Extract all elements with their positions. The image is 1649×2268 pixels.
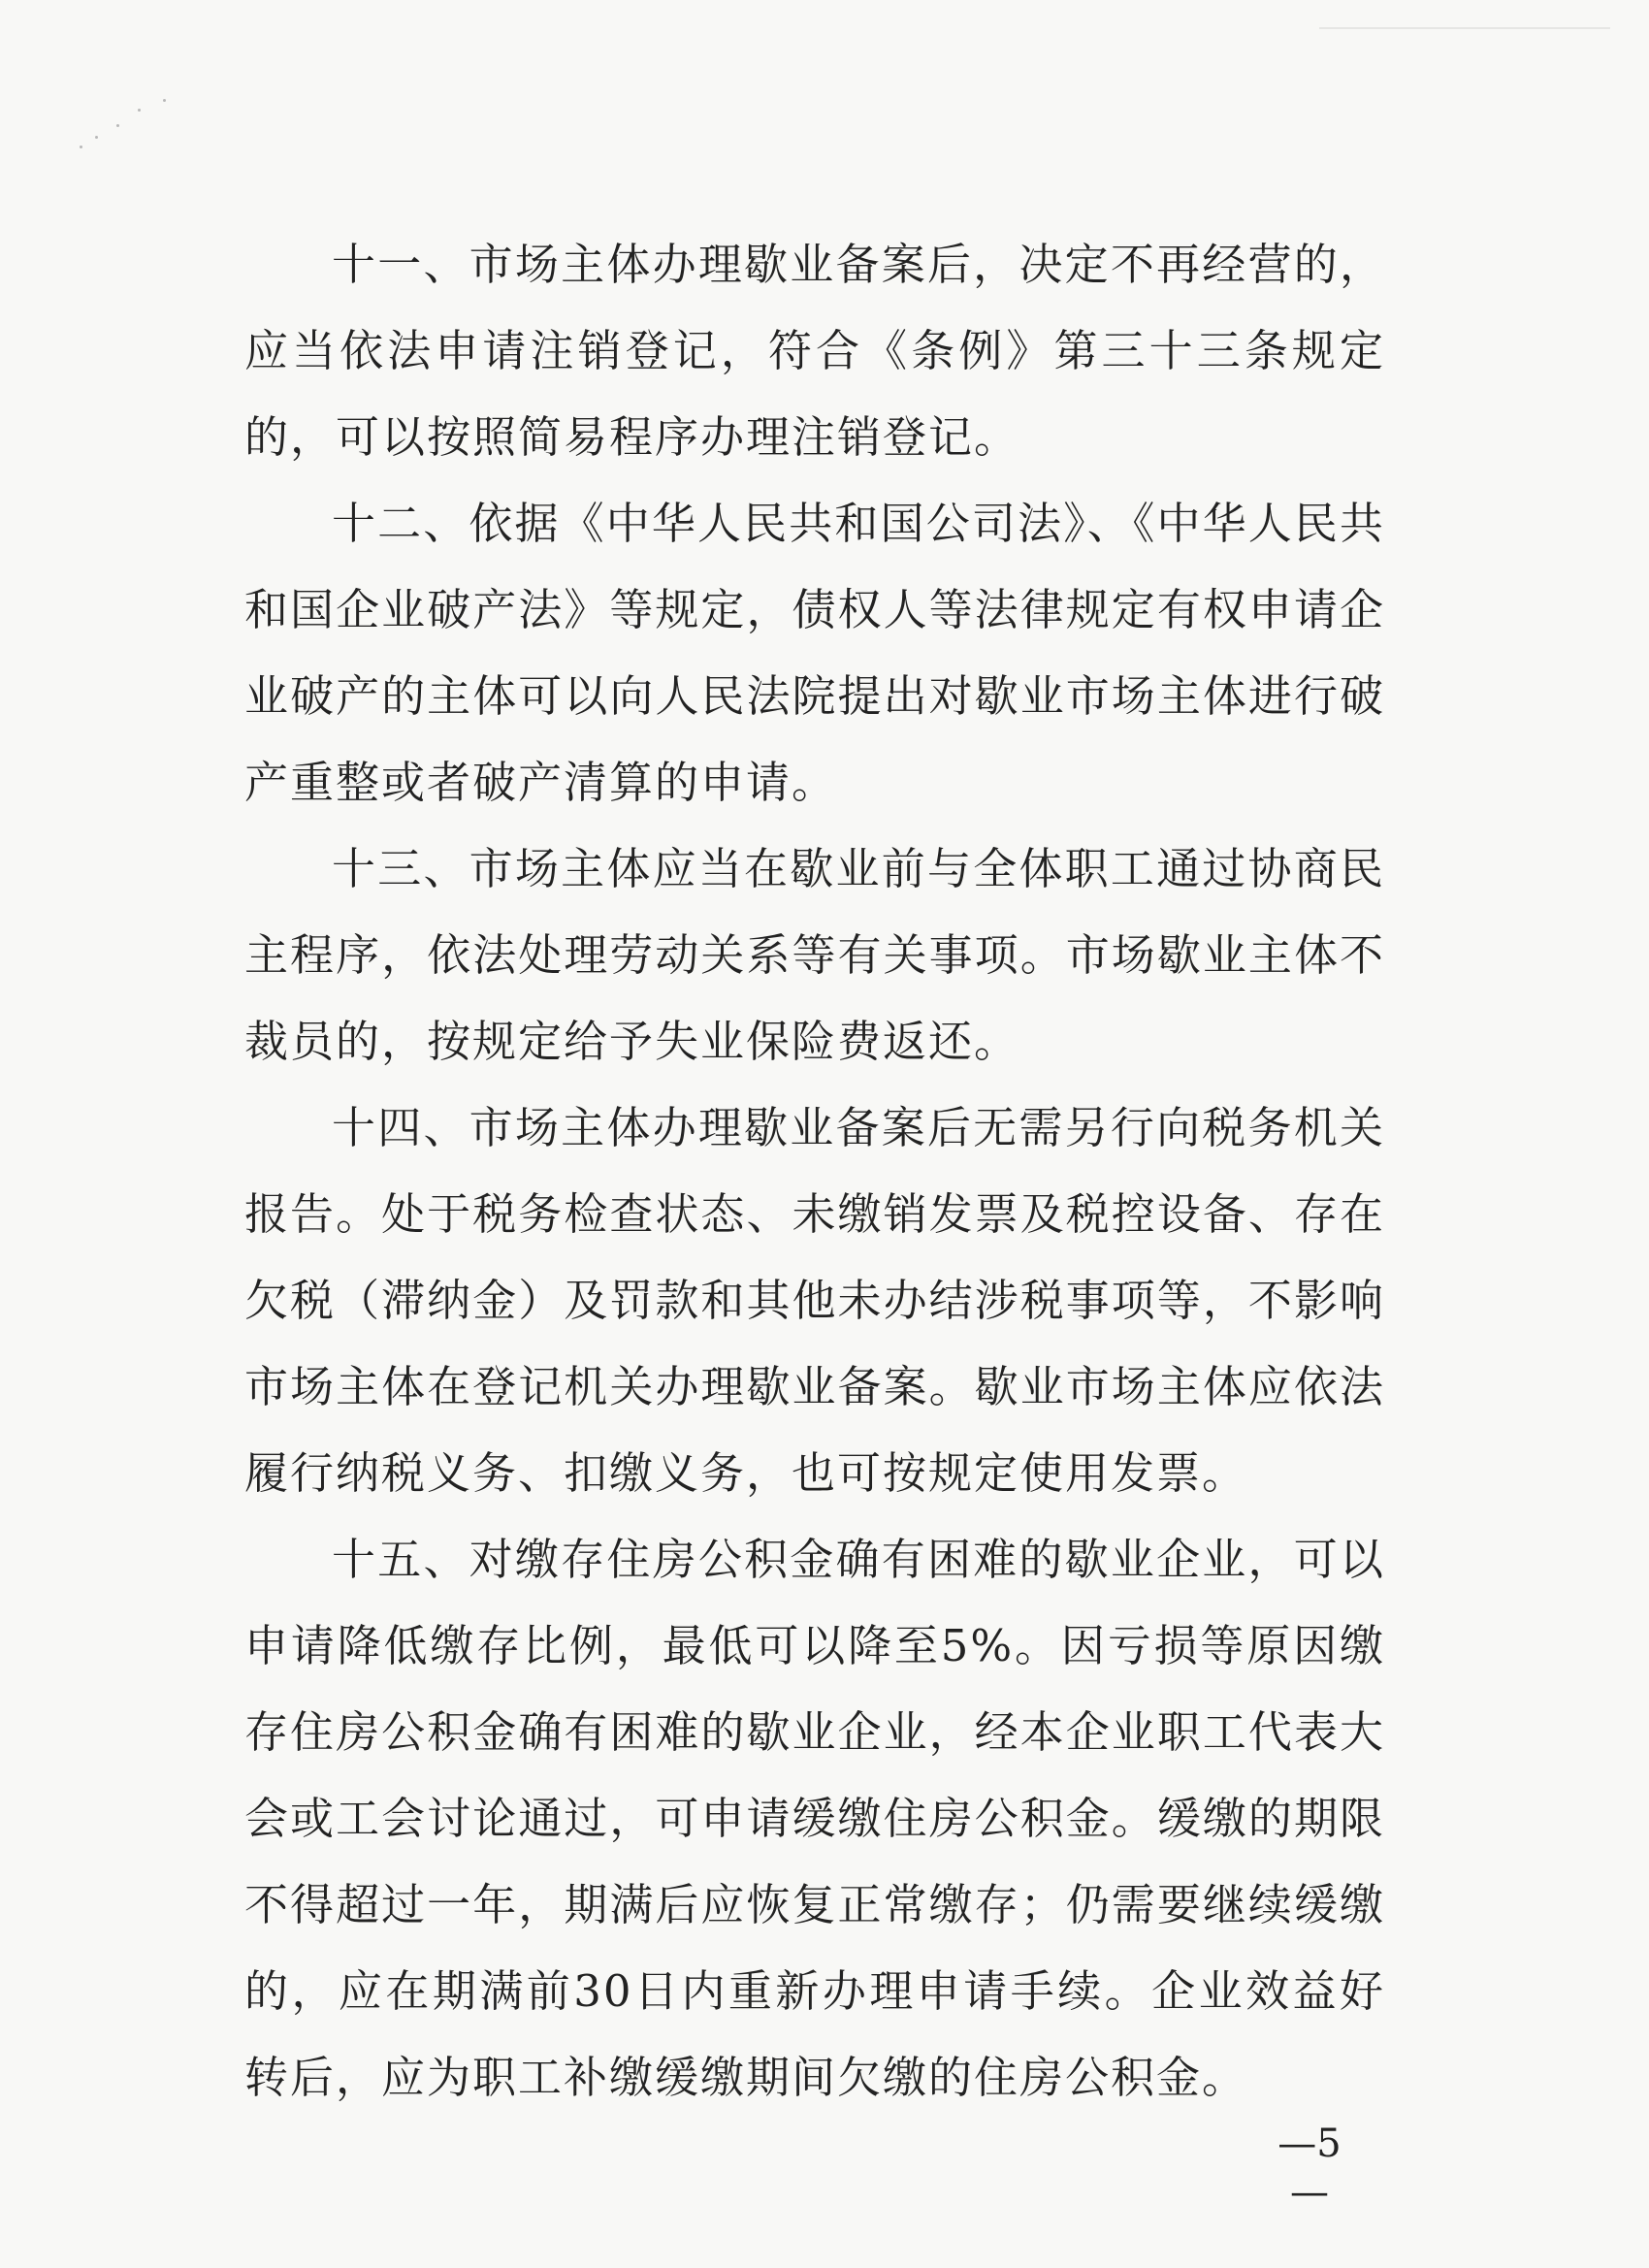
document-body bbox=[244, 221, 1385, 2121]
paragraph-14: 十四、市场主体办理歇业备案后无需另行向税务机关报告。处于税务检查状态、未缴销发票及税控设备、存在欠税（滞纳金）及罚款和其他未办结涉税事项等，不影响市场主体在登记机关办理歇业备案。歇业市场主体应依法履行纳税义务、扣缴义务，也可按规定使用发票。 bbox=[244, 1102, 1385, 1499]
paragraph-15: 十五、对缴存住房公积金确有困难的歇业企业，可以申请降低缴存比例，最低可以降至5%。因亏损等原因缴存住房公积金确有困难的歇业企业，经本企业职工代表大会或工会讨论通过，可申请缓缴住房公积金。缓缴的期限不得超过一年，期满后应恢复正常缴存；仍需要继续缓缴的，应在期满前30日内重新办理申请手续。企业效益好转后，应为职工补缴缓缴期间欠缴的住房公积金。 bbox=[244, 1534, 1385, 2103]
paragraph-13: 十三、市场主体应当在歇业前与全体职工通过协商民主程序，依法处理劳动关系等有关事项。市场歇业主体不裁员的，按规定给予失业保险费返还。 bbox=[244, 843, 1385, 1067]
page-number: —5— bbox=[1277, 2122, 1342, 2215]
speck bbox=[116, 124, 119, 127]
paragraph-11: 十一、市场主体办理歇业备案后，决定不再经营的，应当依法申请注销登记，符合《条例》第三十三条规定的，可以按照简易程序办理注销登记。 bbox=[244, 239, 1385, 463]
speck bbox=[95, 136, 98, 139]
scan-edge-line bbox=[1319, 27, 1610, 29]
scan-specks bbox=[78, 97, 194, 175]
speck bbox=[80, 146, 82, 148]
paragraph-12: 十二、依据《中华人民共和国公司法》、《中华人民共和国企业破产法》等规定，债权人等法律规定有权申请企业破产的主体可以向人民法院提出对歇业市场主体进行破产重整或者破产清算的申请。 bbox=[244, 498, 1385, 808]
speck bbox=[138, 109, 141, 112]
speck bbox=[163, 99, 166, 102]
